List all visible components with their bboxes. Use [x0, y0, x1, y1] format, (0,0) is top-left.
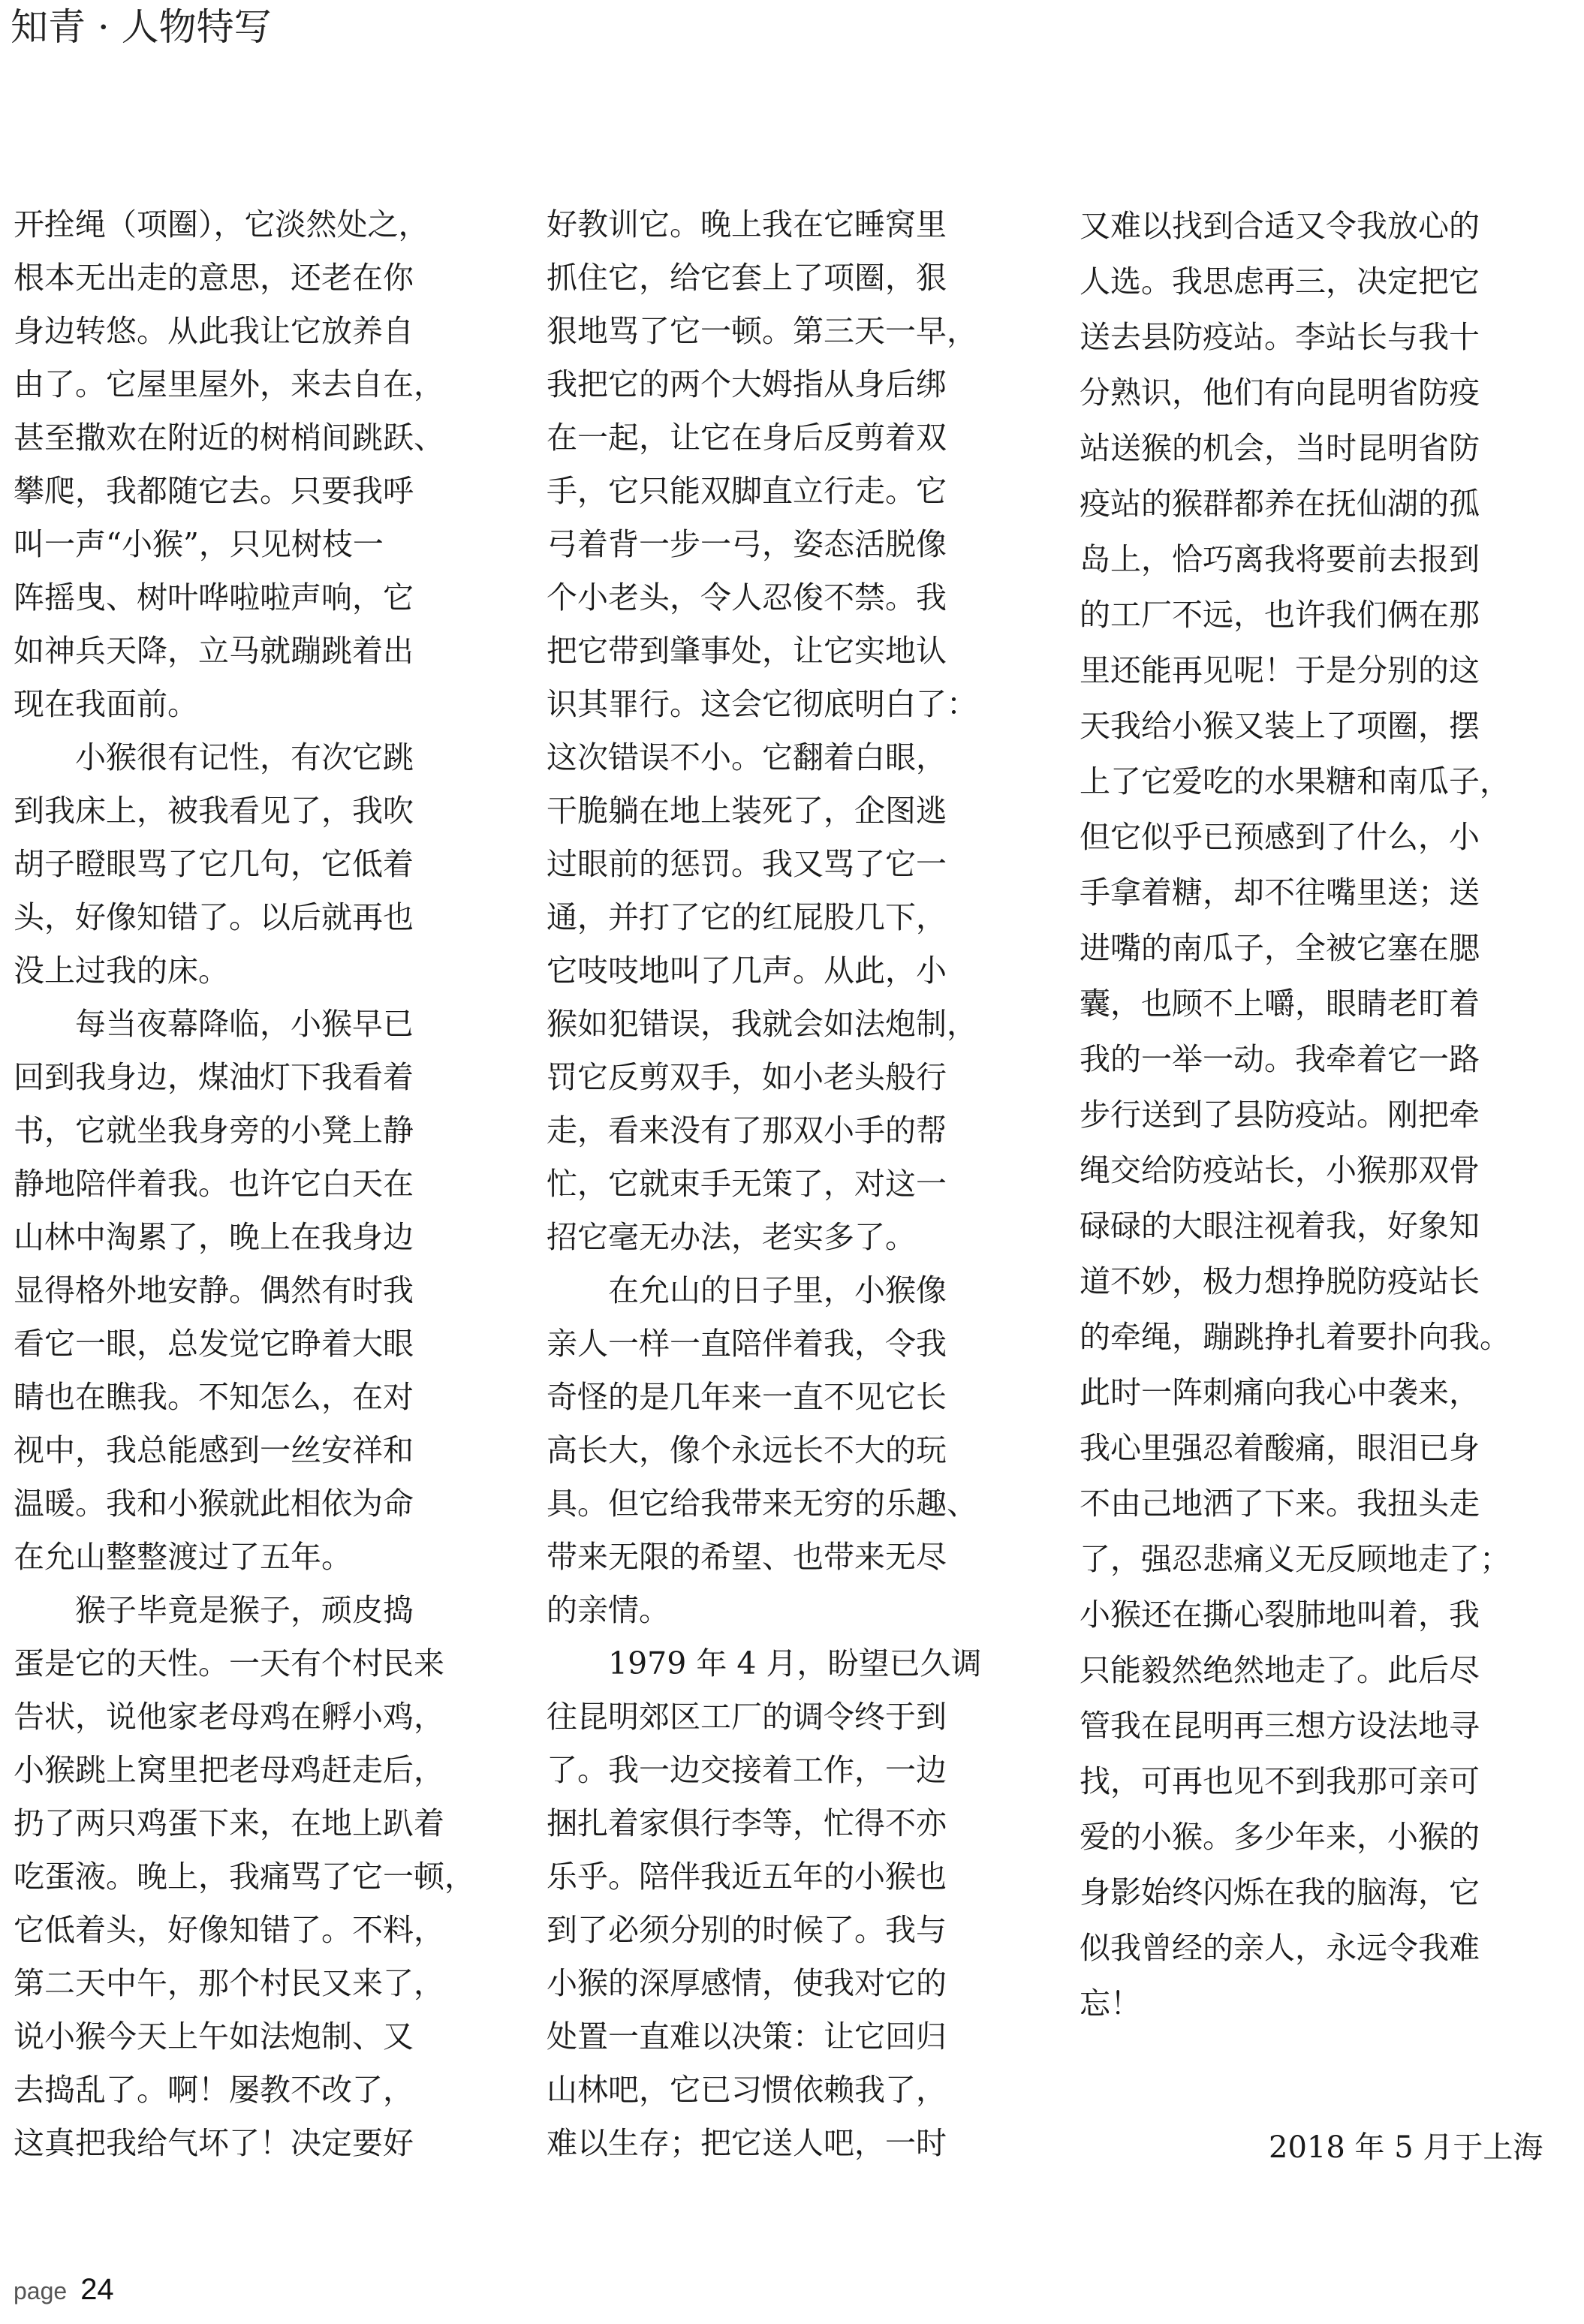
section-header: 知青 · 人物特写: [11, 5, 272, 49]
text-line: 吃蛋液。晚上，我痛骂了它一顿，: [14, 1859, 475, 1895]
text-line: 这次错误不小。它翻着白眼，: [547, 739, 947, 775]
text-line: 进嘴的南瓜子，全被它塞在腮: [1080, 930, 1480, 966]
text-line: 由了。它屋里屋外，来去自在，: [14, 366, 444, 402]
text-line: 静地陪伴着我。也许它白天在: [14, 1166, 414, 1202]
text-line: 奇怪的是几年来一直不见它长: [547, 1379, 947, 1415]
text-line: 只能毅然绝然地走了。此后尽: [1080, 1652, 1480, 1688]
text-line: 根本无出走的意思，还老在你: [14, 260, 414, 296]
text-line: 我心里强忍着酸痛，眼泪已身: [1080, 1430, 1480, 1466]
text-line: 身影始终闪烁在我的脑海，它: [1080, 1874, 1480, 1910]
text-line: 小猴的深厚感情，使我对它的: [547, 1965, 947, 2001]
text-line: 过眼前的惩罚。我又骂了它一: [547, 846, 947, 882]
text-line: 头，好像知错了。以后就再也: [14, 899, 414, 935]
text-line: 亲人一样一直陪伴着我，令我: [547, 1326, 947, 1362]
text-line: 个小老头，令人忍俊不禁。我: [547, 579, 947, 616]
text-line: 说小猴今天上午如法炮制、又: [14, 2018, 414, 2055]
text-line: 把它带到肇事处，让它实地认: [547, 633, 947, 669]
text-line: 碌碌的大眼注视着我，好象知: [1080, 1208, 1480, 1244]
text-line: 捆扎着家俱行李等，忙得不亦: [547, 1805, 947, 1841]
text-line: 它吱吱地叫了几声。从此，小: [547, 953, 947, 989]
text-line: 爱的小猴。多少年来，小猴的: [1080, 1819, 1480, 1855]
article-column-2: [547, 198, 1027, 2170]
text-line: 蛋是它的天性。一天有个村民来: [14, 1645, 444, 1681]
text-line: 在允山整整渡过了五年。: [14, 1539, 352, 1575]
text-line: 囊，也顾不上嚼，眼睛老盯着: [1080, 986, 1480, 1022]
page-number: 24: [80, 2273, 114, 2306]
text-line: 告状，说他家老母鸡在孵小鸡，: [14, 1699, 444, 1735]
text-line: 书，它就坐我身旁的小凳上静: [14, 1112, 414, 1148]
text-line: 罚它反剪双手，如小老头般行: [547, 1059, 947, 1095]
text-line: 通，并打了它的红屁股几下，: [547, 899, 947, 935]
text-line: 猴子毕竟是猴子，顽皮捣: [75, 1592, 414, 1628]
text-line: 招它毫无办法，老实多了。: [547, 1219, 916, 1255]
text-line: 了。我一边交接着工作，一边: [547, 1752, 947, 1788]
text-line: 干脆躺在地上装死了，企图逃: [547, 793, 947, 829]
text-line: 又难以找到合适又令我放心的: [1080, 208, 1480, 244]
text-line: 带来无限的希望、也带来无尽: [547, 1539, 947, 1575]
text-line: 抓住它，给它套上了项圈，狠: [547, 260, 947, 296]
text-line: 步行送到了县防疫站。刚把牵: [1080, 1097, 1480, 1133]
text-line: 识其罪行。这会它彻底明白了：: [547, 686, 977, 722]
text-line: 但它似乎已预感到了什么，小: [1080, 819, 1480, 855]
text-line: 猴如犯错误，我就会如法炮制，: [547, 1006, 977, 1042]
article-column-1: [14, 198, 494, 2170]
text-line: 里还能再见呢！于是分别的这: [1080, 652, 1480, 688]
text-line: 疫站的猴群都养在抚仙湖的孤: [1080, 486, 1480, 522]
text-line: 回到我身边，煤油灯下我看着: [14, 1059, 414, 1095]
text-line: 难以生存；把它送人吧，一时: [547, 2125, 947, 2161]
text-line: 睛也在瞧我。不知怎么，在对: [14, 1379, 414, 1415]
text-line: 手，它只能双脚直立行走。它: [547, 473, 947, 509]
text-line: 的亲情。: [547, 1592, 670, 1628]
text-line: 现在我面前。: [14, 686, 198, 722]
text-line: 天我给小猴又装上了项圈，摆: [1080, 708, 1480, 744]
text-line: 绳交给防疫站长，小猴那双骨: [1080, 1152, 1480, 1188]
text-line: 人选。我思虑再三，决定把它: [1080, 263, 1480, 300]
text-line: 道不妙，极力想挣脱防疫站长: [1080, 1263, 1480, 1299]
text-line: 在允山的日子里，小猴像: [608, 1272, 947, 1308]
text-line: 显得格外地安静。偶然有时我: [14, 1272, 414, 1308]
text-line: 此时一阵刺痛向我心中袭来，: [1080, 1374, 1480, 1410]
text-line: 到了必须分别的时候了。我与: [547, 1912, 947, 1948]
text-line: 具。但它给我带来无穷的乐趣、: [547, 1486, 977, 1522]
text-line: 叫一声“小猴”，只见树枝一: [14, 526, 384, 562]
text-line: 了，强忍悲痛义无反顾地走了；: [1080, 1541, 1510, 1577]
text-line: 扔了两只鸡蛋下来，在地上趴着: [14, 1805, 444, 1841]
text-line: 高长大，像个永远长不大的玩: [547, 1432, 947, 1468]
text-line: 山林中淘累了，晚上在我身边: [14, 1219, 414, 1255]
text-line: 分熟识，他们有向昆明省防疫: [1080, 375, 1480, 411]
text-line: 处置一直难以决策：让它回归: [547, 2018, 947, 2055]
text-line: 不由己地洒了下来。我扭头走: [1080, 1486, 1480, 1522]
text-line: 岛上，恰巧离我将要前去报到: [1080, 541, 1480, 577]
text-line: 如神兵天降，立马就蹦跳着出: [14, 633, 414, 669]
text-line: 甚至撒欢在附近的树梢间跳跃、: [14, 420, 444, 456]
text-line: 忘！: [1080, 1985, 1141, 2021]
text-line: 狠地骂了它一顿。第三天一早，: [547, 313, 977, 349]
text-line: 站送猴的机会，当时昆明省防: [1080, 430, 1480, 466]
text-line: 每当夜幕降临，小猴早已: [75, 1006, 414, 1042]
text-line: 往昆明郊区工厂的调令终于到: [547, 1699, 947, 1735]
text-line: 小猴跳上窝里把老母鸡赶走后，: [14, 1752, 444, 1788]
text-line: 上了它爱吃的水果糖和南瓜子，: [1080, 763, 1510, 799]
text-line: 身边转悠。从此我让它放养自: [14, 313, 414, 349]
text-line: 我的一举一动。我牵着它一路: [1080, 1041, 1480, 1077]
text-line: 看它一眼，总发觉它睁着大眼: [14, 1326, 414, 1362]
text-line: 走，看来没有了那双小手的帮: [547, 1112, 947, 1148]
text-line: 攀爬，我都随它去。只要我呼: [14, 473, 414, 509]
text-line: 送去县防疫站。李站长与我十: [1080, 319, 1480, 355]
text-line: 没上过我的床。: [14, 953, 229, 989]
text-line: 找，可再也见不到我那可亲可: [1080, 1763, 1480, 1799]
text-line: 忙，它就束手无策了，对这一: [547, 1166, 947, 1202]
text-line: 这真把我给气坏了！决定要好: [14, 2125, 414, 2161]
text-line: 似我曾经的亲人，永远令我难: [1080, 1930, 1480, 1966]
text-line: 胡子瞪眼骂了它几句，它低着: [14, 846, 414, 882]
article-column-3: [1080, 198, 1560, 2031]
text-line: 1979 年 4 月，盼望已久调: [608, 1645, 982, 1681]
text-line: 的牵绳，蹦跳挣扎着要扑向我。: [1080, 1319, 1510, 1355]
text-line: 好教训它。晚上我在它睡窝里: [547, 206, 947, 242]
text-line: 的工厂不远，也许我们俩在那: [1080, 597, 1480, 633]
date-signoff: 2018 年 5 月于上海: [1269, 2130, 1543, 2165]
page-footer: [14, 2273, 114, 2307]
text-line: 管我在昆明再三想方设法地寻: [1080, 1708, 1480, 1744]
text-line: 视中，我总能感到一丝安祥和: [14, 1432, 414, 1468]
text-line: 去捣乱了。啊！屡教不改了，: [14, 2072, 414, 2108]
text-line: 山林吧，它已习惯依赖我了，: [547, 2072, 947, 2108]
text-line: 它低着头，好像知错了。不料，: [14, 1912, 444, 1948]
text-line: 手拿着糖，却不往嘴里送；送: [1080, 875, 1480, 911]
text-line: 开拴绳（项圈），它淡然处之，: [14, 206, 429, 242]
text-line: 乐乎。陪伴我近五年的小猴也: [547, 1859, 947, 1895]
text-line: 小猴还在撕心裂肺地叫着，我: [1080, 1597, 1480, 1633]
text-line: 弓着背一步一弓，姿态活脱像: [547, 526, 947, 562]
text-line: 我把它的两个大姆指从身后绑: [547, 366, 947, 402]
text-line: 第二天中午，那个村民又来了，: [14, 1965, 444, 2001]
text-line: 到我床上，被我看见了，我吹: [14, 793, 414, 829]
page-label: page: [14, 2277, 68, 2304]
text-line: 温暖。我和小猴就此相依为命: [14, 1486, 414, 1522]
text-line: 在一起，让它在身后反剪着双: [547, 420, 947, 456]
text-line: 小猴很有记性，有次它跳: [75, 739, 414, 775]
text-line: 阵摇曳、树叶哗啦啦声响，它: [14, 579, 414, 616]
